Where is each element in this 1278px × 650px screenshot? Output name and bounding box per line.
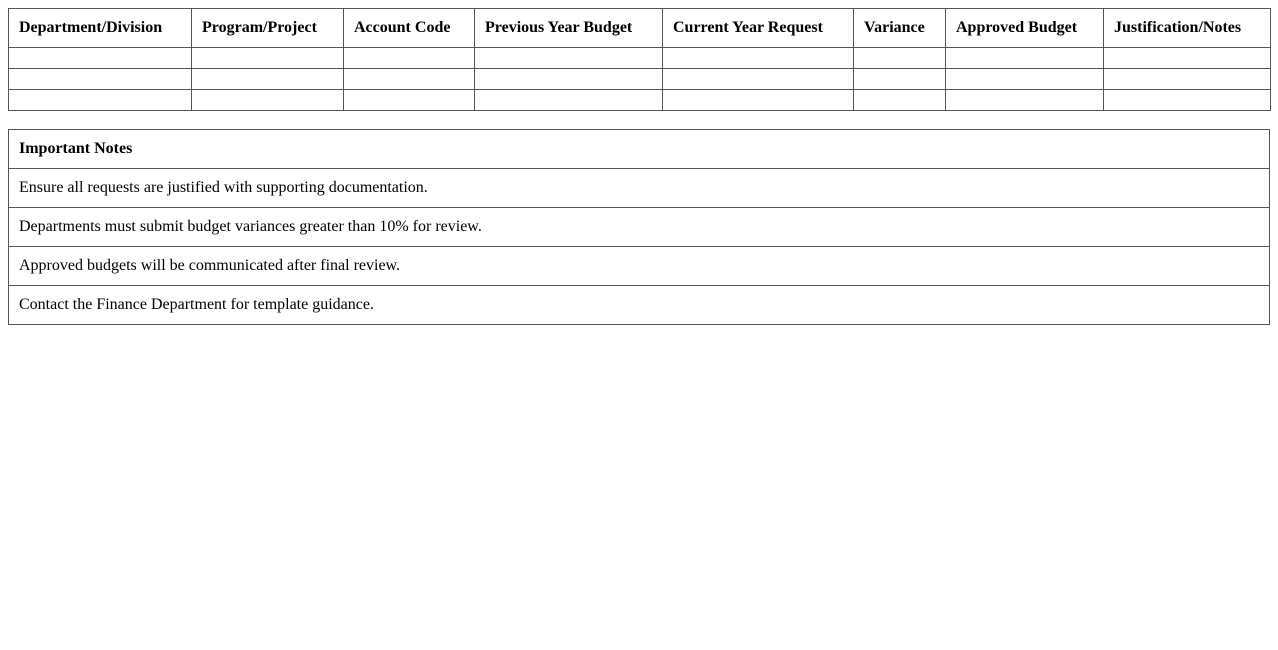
table-cell[interactable] [854, 90, 946, 111]
table-cell[interactable] [1104, 48, 1271, 69]
column-header-current-year-request: Current Year Request [663, 9, 854, 48]
table-cell[interactable] [1104, 69, 1271, 90]
table-cell[interactable] [344, 69, 475, 90]
table-row [9, 48, 1271, 69]
list-item [9, 208, 1270, 247]
table-cell[interactable] [192, 69, 344, 90]
notes-title: Important Notes [9, 130, 1270, 169]
table-cell[interactable] [663, 69, 854, 90]
table-cell[interactable] [854, 48, 946, 69]
table-cell[interactable] [946, 48, 1104, 69]
table-cell[interactable] [9, 90, 192, 111]
list-item [9, 247, 1270, 286]
list-item [9, 169, 1270, 208]
table-cell[interactable] [9, 48, 192, 69]
table-cell[interactable] [192, 48, 344, 69]
note-item: Contact the Finance Department for template guidance. [9, 286, 1270, 325]
note-item: Departments must submit budget variances greater than 10% for review. [9, 208, 1270, 247]
table-cell[interactable] [854, 69, 946, 90]
column-header-justification: Justification/Notes [1104, 9, 1271, 48]
column-header-department: Department/Division [9, 9, 192, 48]
table-cell[interactable] [344, 90, 475, 111]
table-cell[interactable] [663, 90, 854, 111]
table-cell[interactable] [663, 48, 854, 69]
important-notes-table [8, 129, 1270, 325]
budget-request-table [8, 8, 1271, 111]
table-cell[interactable] [344, 48, 475, 69]
table-cell[interactable] [946, 69, 1104, 90]
table-cell[interactable] [1104, 90, 1271, 111]
table-row [9, 69, 1271, 90]
table-header-row [9, 9, 1271, 48]
table-row [9, 90, 1271, 111]
table-cell[interactable] [475, 90, 663, 111]
table-cell[interactable] [192, 90, 344, 111]
table-cell[interactable] [9, 69, 192, 90]
table-cell[interactable] [475, 48, 663, 69]
notes-header-row [9, 130, 1270, 169]
column-header-approved-budget: Approved Budget [946, 9, 1104, 48]
note-item: Approved budgets will be communicated after final review. [9, 247, 1270, 286]
table-cell[interactable] [946, 90, 1104, 111]
column-header-program: Program/Project [192, 9, 344, 48]
column-header-variance: Variance [854, 9, 946, 48]
column-header-previous-year-budget: Previous Year Budget [475, 9, 663, 48]
list-item [9, 286, 1270, 325]
column-header-account-code: Account Code [344, 9, 475, 48]
note-item: Ensure all requests are justified with supporting documentation. [9, 169, 1270, 208]
table-cell[interactable] [475, 69, 663, 90]
